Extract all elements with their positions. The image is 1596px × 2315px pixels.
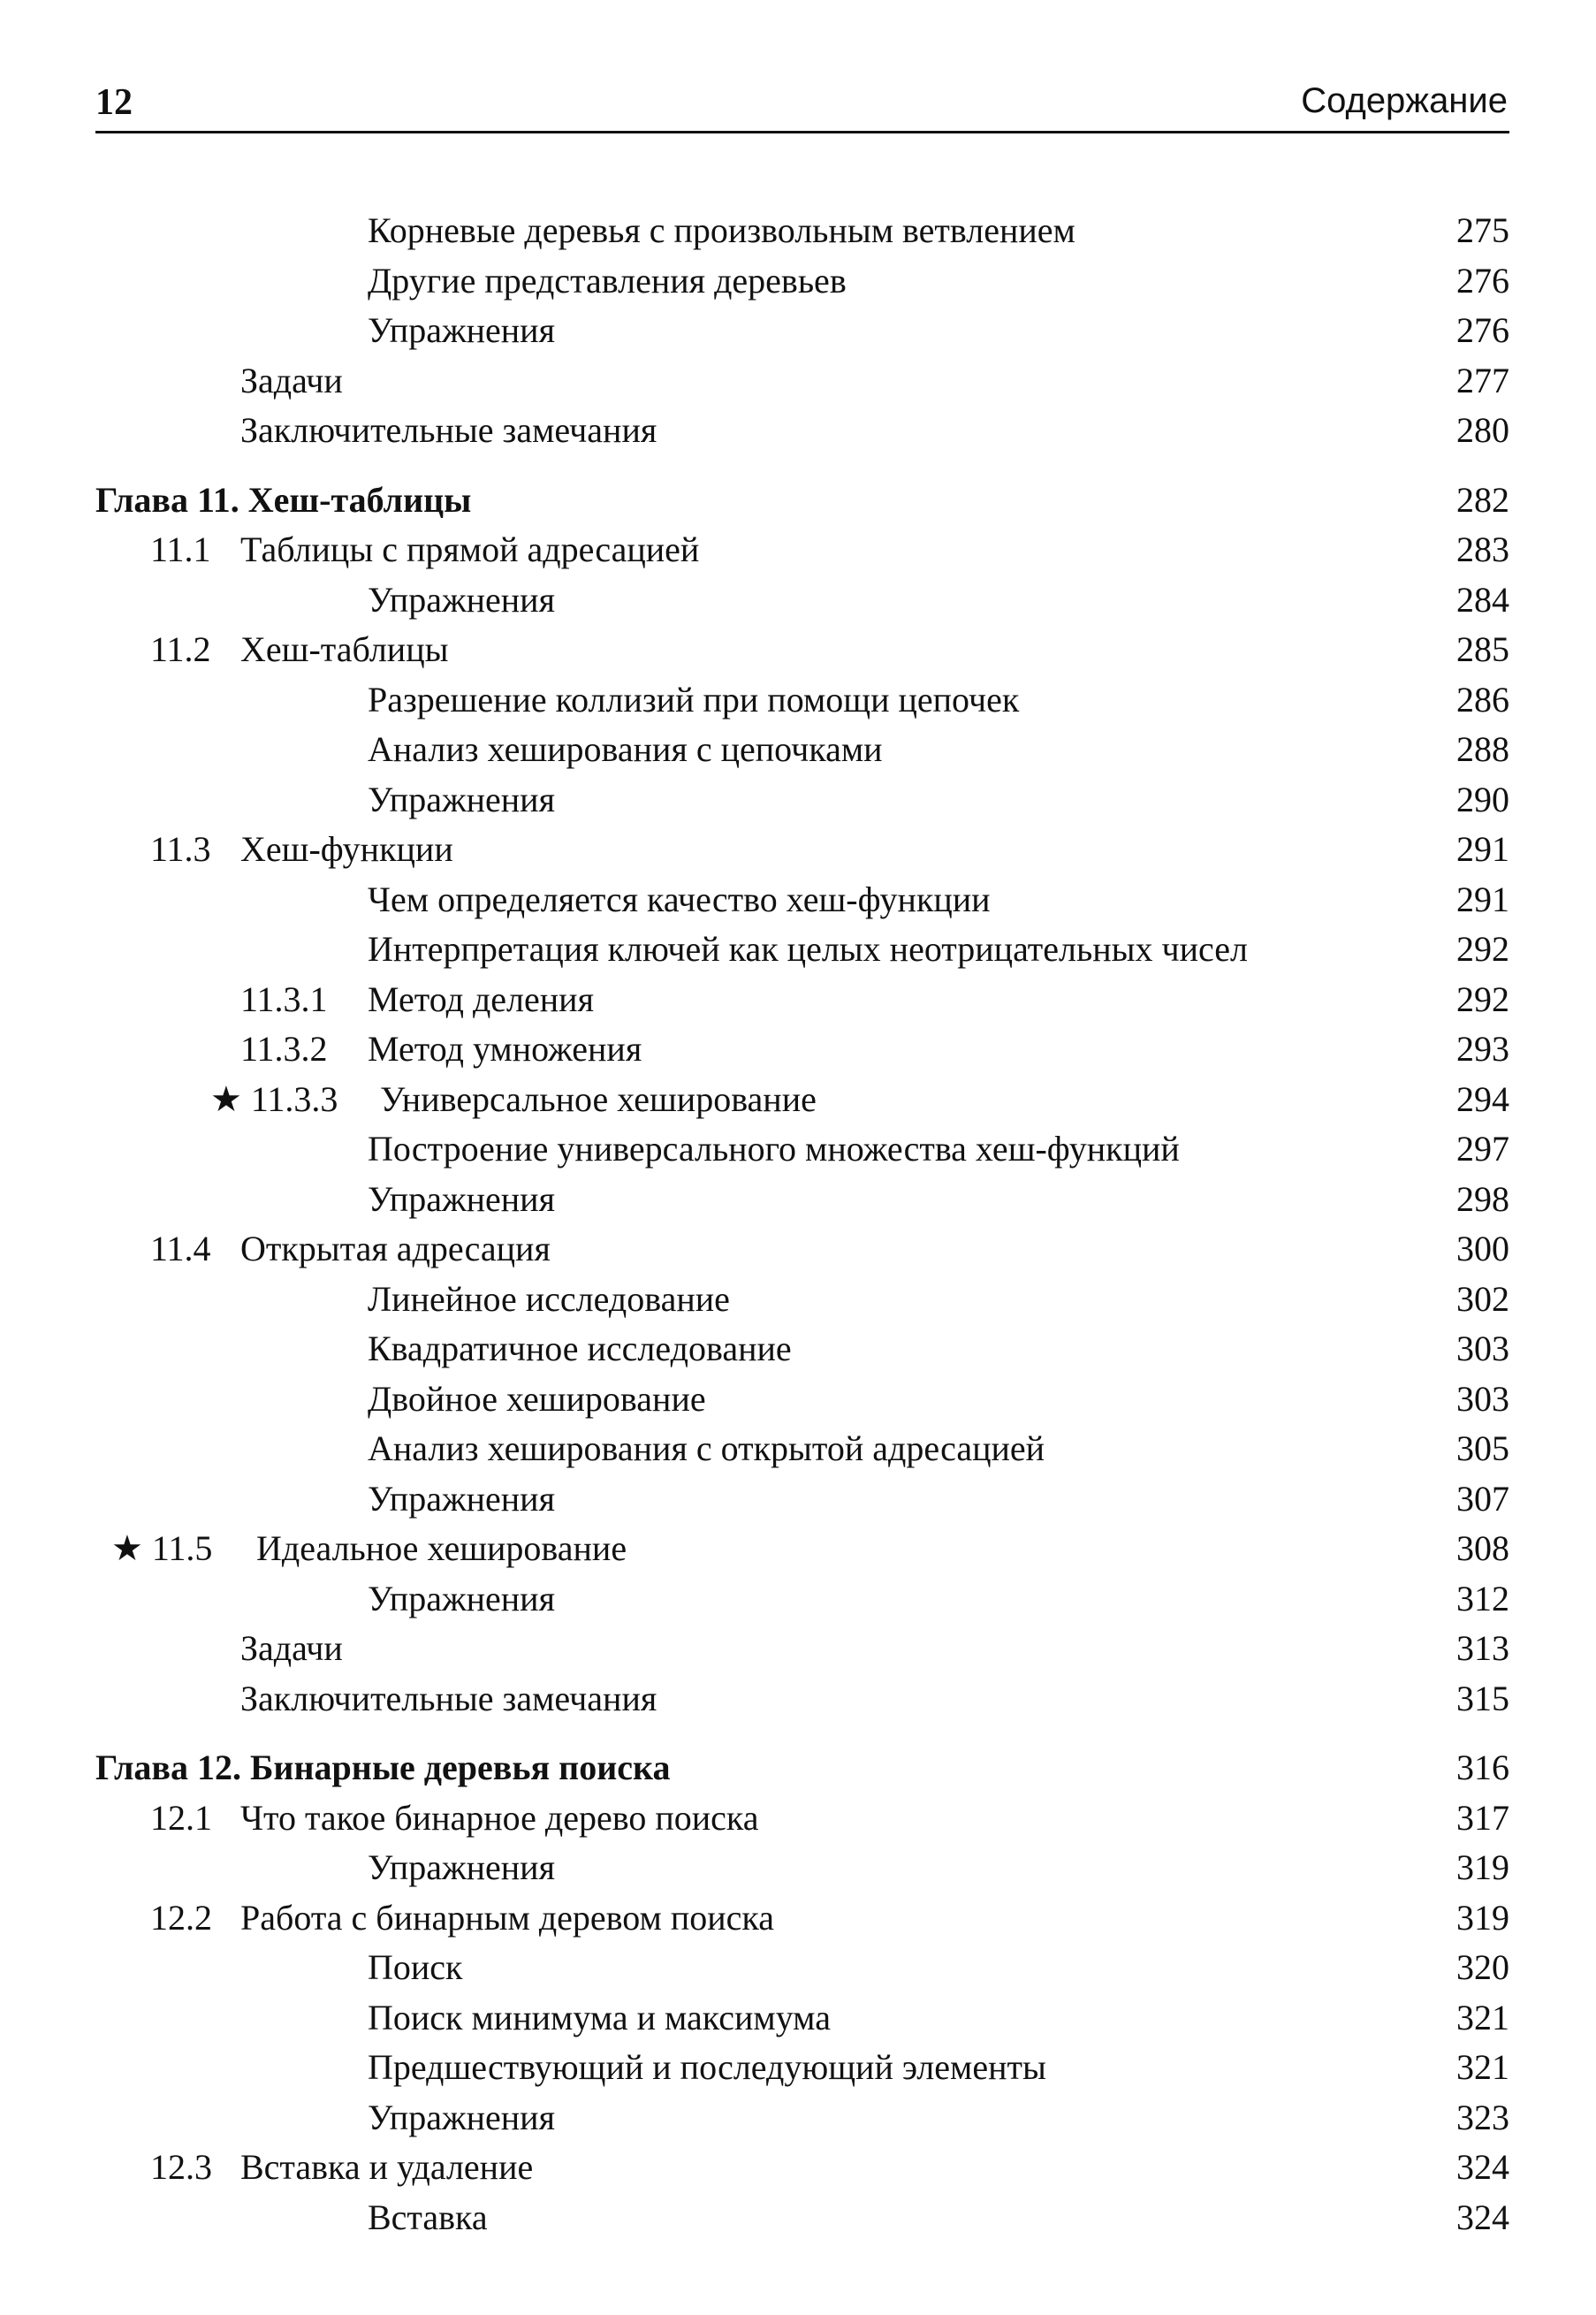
toc-page-number: 323 xyxy=(1456,2097,1509,2137)
toc-page-number: 291 xyxy=(1456,879,1509,919)
toc-entry-row xyxy=(0,206,1596,256)
toc-page-number: 303 xyxy=(1456,1329,1509,1368)
toc-page-number: 285 xyxy=(1456,629,1509,669)
toc-page-number: 313 xyxy=(1456,1628,1509,1668)
toc-entry-title: Разрешение коллизий при помощи цепочек xyxy=(368,679,1020,720)
toc-entry-title: Таблицы с прямой адресацией xyxy=(240,529,700,569)
toc-entry-row xyxy=(0,1024,1596,1075)
toc-entry-row xyxy=(0,825,1596,875)
toc-entry-title: Глава 12. Бинарные деревья поиска xyxy=(95,1748,671,1787)
toc-entry-title: Упражнения xyxy=(368,579,555,620)
toc-page-number: 290 xyxy=(1456,779,1509,819)
toc-page-number: 315 xyxy=(1456,1678,1509,1718)
toc-entry-row xyxy=(0,925,1596,975)
toc-entry-row xyxy=(0,1124,1596,1175)
toc-page-number: 316 xyxy=(1456,1748,1509,1787)
toc-entry-title: Упражнения xyxy=(368,1578,555,1618)
toc-entry-row xyxy=(0,2043,1596,2093)
toc-entry-row xyxy=(0,2143,1596,2193)
toc-entry-row xyxy=(0,2093,1596,2144)
page-number: 12 xyxy=(95,82,133,123)
toc-entry-title: Заключительные замечания xyxy=(240,1678,657,1718)
toc-page-number: 305 xyxy=(1456,1428,1509,1468)
toc-section-number: 12.1 xyxy=(150,1797,212,1838)
header-rule xyxy=(95,131,1509,133)
toc-entry-row xyxy=(0,875,1596,925)
toc-page-number: 297 xyxy=(1456,1129,1509,1169)
toc-entry-row xyxy=(0,1843,1596,1893)
table-of-contents xyxy=(0,206,1596,2243)
toc-entry-row xyxy=(0,1075,1596,1125)
toc-entry-title: Хеш-таблицы xyxy=(240,629,449,669)
toc-page-number: 321 xyxy=(1456,2047,1509,2087)
toc-entry-row xyxy=(0,575,1596,626)
toc-entry-row xyxy=(0,1524,1596,1574)
toc-entry-row xyxy=(0,1993,1596,2044)
toc-section-number: ★ 11.3.3 xyxy=(210,1078,338,1119)
toc-entry-row xyxy=(0,975,1596,1025)
toc-entry-row xyxy=(0,1275,1596,1325)
toc-entry-title: Задачи xyxy=(240,360,343,400)
toc-entry-row xyxy=(0,1574,1596,1625)
toc-entry-title: Корневые деревья с произвольным ветвлением xyxy=(368,210,1075,250)
toc-page-number: 276 xyxy=(1456,310,1509,350)
toc-entry-title: Интерпретация ключей как целых неотрицательных чисел xyxy=(368,929,1248,969)
toc-page-number: 275 xyxy=(1456,210,1509,250)
toc-page-number: 288 xyxy=(1456,729,1509,769)
toc-page-number: 303 xyxy=(1456,1378,1509,1419)
toc-page-number: 283 xyxy=(1456,529,1509,569)
toc-entry-row xyxy=(0,725,1596,775)
toc-entry-title: Метод умножения xyxy=(368,1029,642,1069)
toc-page-number: 277 xyxy=(1456,360,1509,400)
toc-page-number: 319 xyxy=(1456,1847,1509,1887)
toc-page-number: 291 xyxy=(1456,829,1509,869)
toc-entry-title: Упражнения xyxy=(368,1478,555,1519)
toc-entry-row xyxy=(0,1793,1596,1844)
toc-entry-title: Поиск xyxy=(368,1947,463,1987)
toc-entry-title: Что такое бинарное дерево поиска xyxy=(240,1797,759,1838)
toc-entry-title: Вставка xyxy=(368,2197,488,2237)
toc-entry-title: Анализ хеширования с открытой адресацией xyxy=(368,1428,1045,1468)
toc-page-number: 324 xyxy=(1456,2197,1509,2237)
toc-entry-title: Вставка и удаление xyxy=(240,2147,534,2187)
toc-section-number: 11.4 xyxy=(150,1229,211,1268)
toc-entry-title: Заключительные замечания xyxy=(240,410,657,450)
toc-entry-row xyxy=(0,1224,1596,1275)
toc-page-number: 280 xyxy=(1456,410,1509,450)
toc-entry-title: Поиск минимума и максимума xyxy=(368,1997,831,2037)
toc-section-number: ★ 11.5 xyxy=(111,1528,213,1568)
toc-page-number: 294 xyxy=(1456,1078,1509,1119)
toc-chapter-row xyxy=(0,476,1596,526)
running-header-title: Содержание xyxy=(1301,81,1508,120)
toc-entry-row xyxy=(0,525,1596,575)
toc-entry-title: Упражнения xyxy=(368,1847,555,1887)
toc-entry-title: Хеш-функции xyxy=(240,829,453,869)
toc-entry-row xyxy=(0,675,1596,726)
toc-section-number: 11.2 xyxy=(150,629,211,669)
toc-entry-title: Задачи xyxy=(240,1628,343,1668)
toc-entry-row xyxy=(0,625,1596,675)
toc-page-number: 307 xyxy=(1456,1478,1509,1519)
toc-page-number: 298 xyxy=(1456,1178,1509,1219)
toc-entry-title: Квадратичное исследование xyxy=(368,1329,792,1368)
toc-entry-title: Открытая адресация xyxy=(240,1229,551,1268)
toc-section-number: 11.3 xyxy=(150,829,211,869)
toc-entry-row xyxy=(0,1375,1596,1425)
toc-page-number: 282 xyxy=(1456,479,1509,520)
toc-section-number: 11.3.1 xyxy=(240,979,328,1019)
toc-entry-title: Линейное исследование xyxy=(368,1278,730,1319)
toc-entry-row xyxy=(0,406,1596,456)
toc-entry-title: Другие представления деревьев xyxy=(368,260,847,301)
toc-page-number: 292 xyxy=(1456,979,1509,1019)
toc-page-number: 293 xyxy=(1456,1029,1509,1069)
toc-entry-row xyxy=(0,1943,1596,1993)
toc-entry-row xyxy=(0,1674,1596,1725)
toc-section-number: 12.2 xyxy=(150,1897,212,1938)
toc-entry-row xyxy=(0,306,1596,356)
toc-entry-title: Идеальное хеширование xyxy=(256,1528,627,1568)
toc-entry-title: Анализ хеширования с цепочками xyxy=(368,729,883,769)
toc-entry-row xyxy=(0,1624,1596,1674)
toc-entry-title: Универсальное хеширование xyxy=(380,1078,817,1119)
toc-page-number: 312 xyxy=(1456,1578,1509,1618)
toc-page-number: 317 xyxy=(1456,1797,1509,1838)
toc-entry-row xyxy=(0,775,1596,826)
toc-entry-title: Двойное хеширование xyxy=(368,1378,706,1419)
toc-entry-title: Упражнения xyxy=(368,1178,555,1219)
toc-entry-title: Метод деления xyxy=(368,979,594,1019)
toc-entry-title: Упражнения xyxy=(368,779,555,819)
toc-entry-row xyxy=(0,356,1596,407)
toc-section-number: 11.1 xyxy=(150,529,211,569)
toc-page-number: 302 xyxy=(1456,1278,1509,1319)
toc-page-number: 300 xyxy=(1456,1229,1509,1268)
toc-entry-title: Упражнения xyxy=(368,2097,555,2137)
toc-page-number: 320 xyxy=(1456,1947,1509,1987)
toc-page-number: 292 xyxy=(1456,929,1509,969)
toc-page-number: 308 xyxy=(1456,1528,1509,1568)
toc-page-number: 284 xyxy=(1456,579,1509,620)
toc-entry-title: Предшествующий и последующий элементы xyxy=(368,2047,1046,2087)
toc-entry-row xyxy=(0,1893,1596,1944)
toc-entry-title: Глава 11. Хеш-таблицы xyxy=(95,479,472,520)
toc-entry-title: Упражнения xyxy=(368,310,555,350)
toc-chapter-row xyxy=(0,1743,1596,1793)
toc-entry-title: Работа с бинарным деревом поиска xyxy=(240,1897,774,1938)
toc-section-number: 12.3 xyxy=(150,2147,212,2187)
toc-section-number: 11.3.2 xyxy=(240,1029,328,1069)
toc-entry-row xyxy=(0,256,1596,307)
toc-entry-title: Чем определяется качество хеш-функции xyxy=(368,879,991,919)
toc-entry-row xyxy=(0,1175,1596,1225)
toc-entry-title: Построение универсального множества хеш-функций xyxy=(368,1129,1180,1169)
toc-entry-row xyxy=(0,1324,1596,1375)
toc-entry-row xyxy=(0,2193,1596,2243)
toc-page-number: 286 xyxy=(1456,679,1509,720)
toc-entry-row xyxy=(0,1474,1596,1525)
toc-page-number: 324 xyxy=(1456,2147,1509,2187)
toc-page-number: 276 xyxy=(1456,260,1509,301)
toc-page-number: 319 xyxy=(1456,1897,1509,1938)
toc-entry-row xyxy=(0,1424,1596,1474)
toc-page-number: 321 xyxy=(1456,1997,1509,2037)
